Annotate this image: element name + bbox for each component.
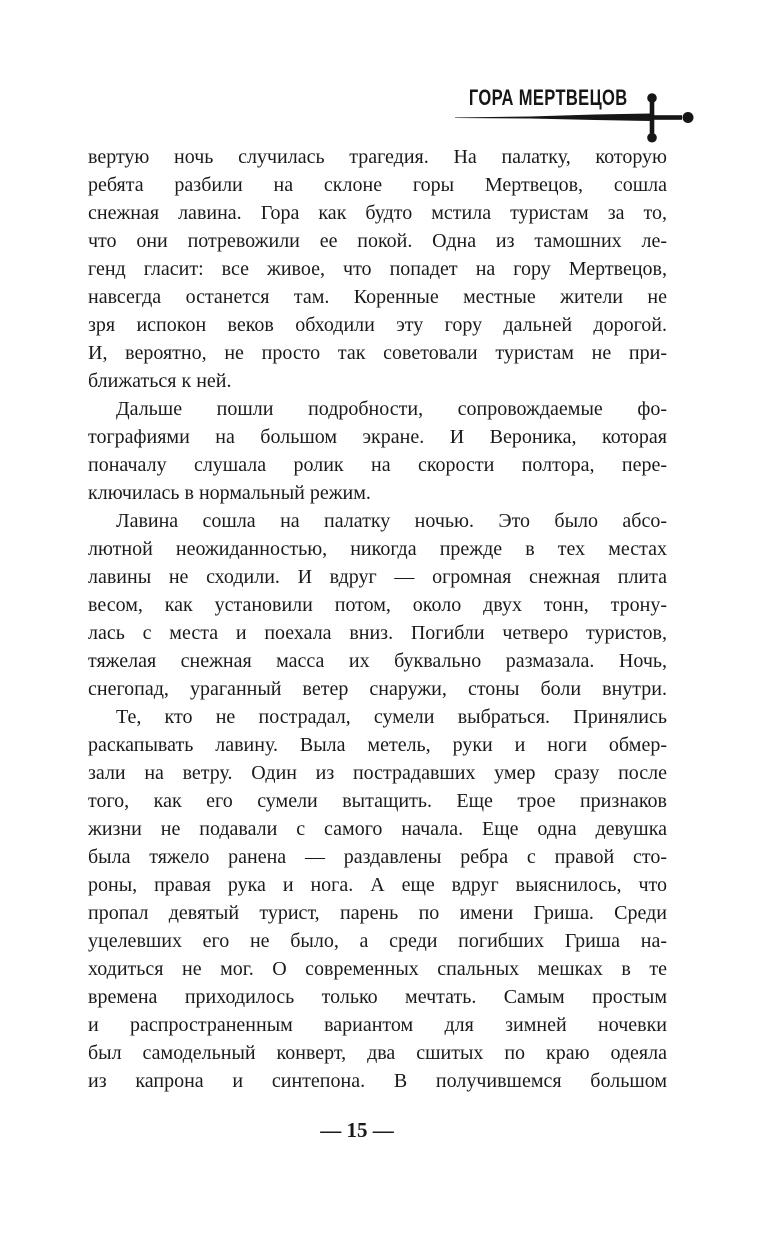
text-line: была тяжело ранена — раздавлены ребра с правой сто- <box>88 846 667 868</box>
text-line: поначалу слушала ролик на скорости полтора, пере- <box>88 454 667 476</box>
text-line: навсегда останется там. Коренные местные жители не <box>88 286 667 308</box>
text-line: И, вероятно, не просто так советовали туристам не при- <box>88 342 667 364</box>
text-line: ключилась в нормальный режим. <box>88 482 371 504</box>
text-line: тографиями на большом экране. И Вероника, которая <box>88 426 667 448</box>
text-line: уцелевших его не было, а среди погибших Гриша на- <box>88 930 667 952</box>
text-line: зря испокон веков обходили эту гору дальней дорогой. <box>88 314 667 336</box>
text-line: раскапывать лавину. Выла метель, руки и ноги обмер- <box>88 734 667 756</box>
text-line: того, как его сумели вытащить. Еще трое признаков <box>88 790 667 812</box>
text-line: весом, как установили потом, около двух тонн, трону- <box>88 594 667 616</box>
text-line: времена приходилось только мечтать. Самым простым <box>88 986 667 1008</box>
text-line: ближаться к ней. <box>88 370 232 392</box>
text-line: лавины не сходили. И вдруг — огромная снежная плита <box>88 566 667 588</box>
text-line: снежная лавина. Гора как будто мстила туристам за то, <box>88 202 667 224</box>
text-line: жизни не подавали с самого начала. Еще одна девушка <box>88 818 667 840</box>
text-line: тяжелая снежная масса их буквально размазала. Ночь, <box>88 650 667 672</box>
text-line: роны, правая рука и нога. А еще вдруг выяснилось, что <box>88 874 667 896</box>
text-line: Дальше пошли подробности, сопровождаемые фо- <box>116 398 667 420</box>
text-line: зали на ветру. Один из пострадавших умер сразу после <box>88 762 667 784</box>
text-line: лась с места и поехала вниз. Погибли четверо туристов, <box>88 622 667 644</box>
running-head-title: ГОРА МЕРТВЕЦОВ <box>468 85 627 110</box>
text-line: вертую ночь случилась трагедия. На палатку, которую <box>88 146 667 168</box>
text-line: Те, кто не пострадал, сумели выбраться. Принялись <box>116 706 667 728</box>
text-line: генд гласит: все живое, что попадет на гору Мертвецов, <box>88 258 667 280</box>
text-line: Лавина сошла на палатку ночью. Это было абсо- <box>116 510 667 532</box>
text-line: был самодельный конверт, два сшитых по краю одеяла <box>88 1042 667 1064</box>
body-text <box>88 143 667 1095</box>
text-line: что они потревожили ее покой. Одна из тамошних ле- <box>88 230 667 252</box>
text-line: пропал девятый турист, парень по имени Гриша. Среди <box>88 902 667 924</box>
text-line: снегопад, ураганный ветер снаружи, стоны боли внутри. <box>88 678 667 700</box>
text-line: ходиться не мог. О современных спальных мешках в те <box>88 958 667 980</box>
text-line: лютной неожиданностью, никогда прежде в тех местах <box>88 538 667 560</box>
dagger-ornament-icon <box>455 85 695 143</box>
page-number: — 15 — <box>320 1118 394 1142</box>
text-line: ребята разбили на склоне горы Мертвецов, сошла <box>88 174 667 196</box>
text-line: из капрона и синтепона. В получившемся большом <box>88 1070 667 1092</box>
text-line: и распространенным вариантом для зимней ночевки <box>88 1014 667 1036</box>
